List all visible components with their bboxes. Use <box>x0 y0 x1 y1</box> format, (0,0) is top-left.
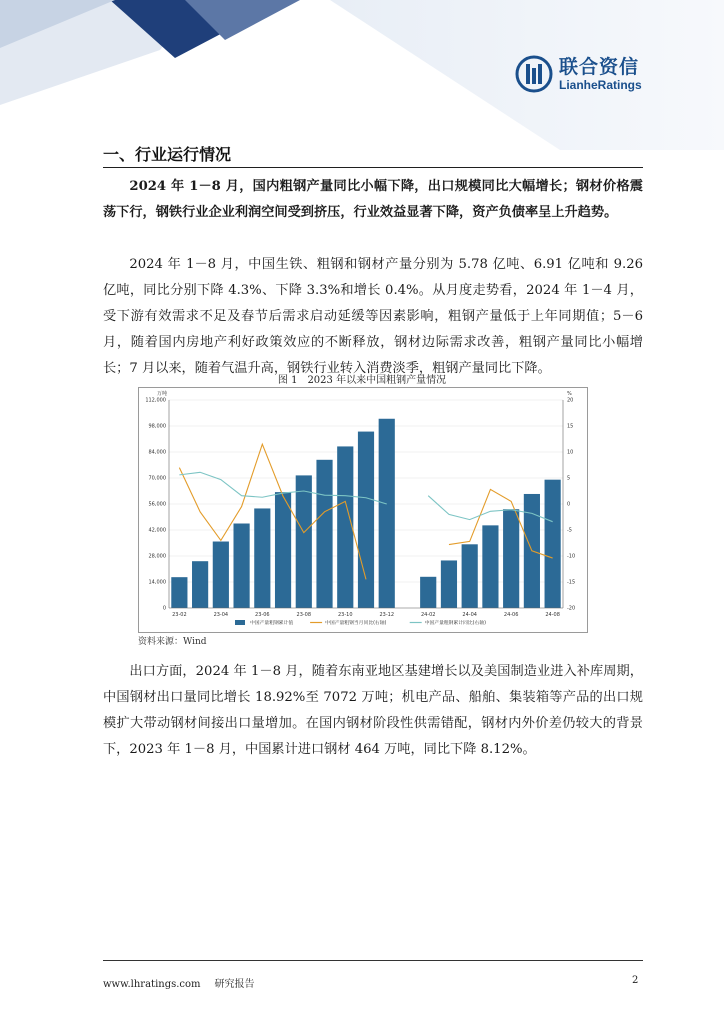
y-tick-label: 14,000 <box>148 579 166 586</box>
production-bar <box>337 446 353 608</box>
footer-doc-type: 研究报告 <box>214 979 255 990</box>
footer-rule <box>103 960 643 961</box>
chart-canvas <box>139 388 587 632</box>
figure-source: 资料来源：Wind <box>138 637 207 647</box>
production-bar <box>441 560 457 608</box>
x-tick-label: 24-08 <box>545 612 560 618</box>
production-bar <box>503 509 519 608</box>
page-number: 2 <box>632 975 639 986</box>
y-tick-label: 56,000 <box>148 501 166 508</box>
y-axis-unit: 万吨 <box>156 391 167 397</box>
logo-name-cn: 联合资信 <box>559 56 640 78</box>
x-tick-label: 24-04 <box>462 612 477 618</box>
production-bar <box>358 432 374 608</box>
production-bar <box>545 480 561 608</box>
lianhe-logo-icon <box>515 55 553 93</box>
x-tick-label: 23-10 <box>337 612 353 618</box>
production-bar <box>316 460 332 608</box>
legend-label: 中国产量粗钢当月同比(右轴) <box>325 621 387 626</box>
production-bar <box>213 542 229 608</box>
y2-tick-label: -10 <box>567 553 576 560</box>
y2-tick-label: 0 <box>567 501 571 508</box>
y-tick-label: 112,000 <box>145 397 166 404</box>
x-tick-label: 24-02 <box>420 612 436 618</box>
y2-tick-label: 5 <box>567 475 571 482</box>
production-bar <box>379 419 395 608</box>
figure-caption: 图 1 2023 年以来中国粗钢产量情况 <box>277 375 447 386</box>
production-bar <box>171 577 187 608</box>
footer-info <box>103 975 269 990</box>
footer-website: www.lhratings.com <box>103 979 201 990</box>
brand-logo <box>515 55 642 93</box>
summary-paragraph: 2024 年 1－8 月，国内粗钢产量同比小幅下降，出口规模同比大幅增长；钢材价格震荡下行，钢铁行业企业利润空间受到挤压，行业效益显著下降，资产负债率呈上升趋势。 <box>103 179 643 220</box>
x-tick-label: 23-12 <box>379 612 395 618</box>
legend-label: 中国产量粗钢累计同比(右轴) <box>424 621 487 626</box>
production-bar <box>275 492 291 608</box>
production-bar <box>296 475 312 608</box>
y2-tick-label: 20 <box>567 397 574 404</box>
y-tick-label: 70,000 <box>148 475 166 482</box>
production-bar <box>233 524 249 609</box>
export-paragraph: 出口方面，2024 年 1－8 月，随着东南亚地区基建增长以及美国制造业进入补库周期，中国钢材出口量同比增长 18.92%至 7072 万吨；机电产品、船舶、集装箱等产品的出口规模扩大带动钢材间接出口量增加。在国内钢材阶段性供需错配，钢材内外价差仍较大的背景下，2023 年 1－8 月，中国累计进口钢材 464 万吨，同比下降 8.12%。 <box>103 664 643 757</box>
production-paragraph: 2024 年 1－8 月，中国生铁、粗钢和钢材产量分别为 5.78 亿吨、6.91 亿吨和 9.26 亿吨，同比分别下降 4.3%、下降 3.3%和增长 0.4%。从月度走势看，2024 年 1－4 月，受下游有效需求不足及春节后需求启动延缓等因素影响，粗钢产量低于上年同期值；5－6 月，随着国内房地产利好政策效应的不断释放，钢材边际需求改善，粗钢产量同比小幅增长；7 月以来，随着气温升高，钢铁行业转入消费淡季，粗钢产量同比下降。 <box>103 257 643 376</box>
y2-tick-label: 10 <box>567 449 574 456</box>
x-tick-label: 23-02 <box>172 612 187 618</box>
y2-tick-label: -15 <box>567 579 576 586</box>
production-bar <box>192 561 208 608</box>
y2-tick-label: -20 <box>567 605 576 612</box>
logo-name-en: LianheRatings <box>559 78 642 92</box>
y-tick-label: 28,000 <box>148 553 166 560</box>
production-bar <box>254 508 270 608</box>
x-tick-label: 23-08 <box>296 612 312 618</box>
y2-tick-label: 15 <box>567 423 574 430</box>
production-bar <box>462 544 478 608</box>
crude-steel-chart <box>138 387 588 633</box>
legend-swatch <box>235 620 245 625</box>
x-tick-label: 23-04 <box>213 612 229 618</box>
y-tick-label: 0 <box>162 605 166 612</box>
legend-label: 中国产量粗钢累计值 <box>250 621 294 626</box>
y-tick-label: 98,000 <box>148 423 166 430</box>
y2-tick-label: -5 <box>567 527 572 534</box>
production-bar <box>420 577 436 608</box>
y-tick-label: 84,000 <box>148 449 166 456</box>
x-tick-label: 24-06 <box>503 612 519 618</box>
production-bar <box>482 525 498 608</box>
y2-axis-unit: % <box>567 391 572 397</box>
section-title-rule <box>103 167 643 168</box>
x-tick-label: 23-06 <box>255 612 270 618</box>
section-title: 一、行业运行情况 <box>103 145 232 164</box>
y-tick-label: 42,000 <box>148 527 166 534</box>
